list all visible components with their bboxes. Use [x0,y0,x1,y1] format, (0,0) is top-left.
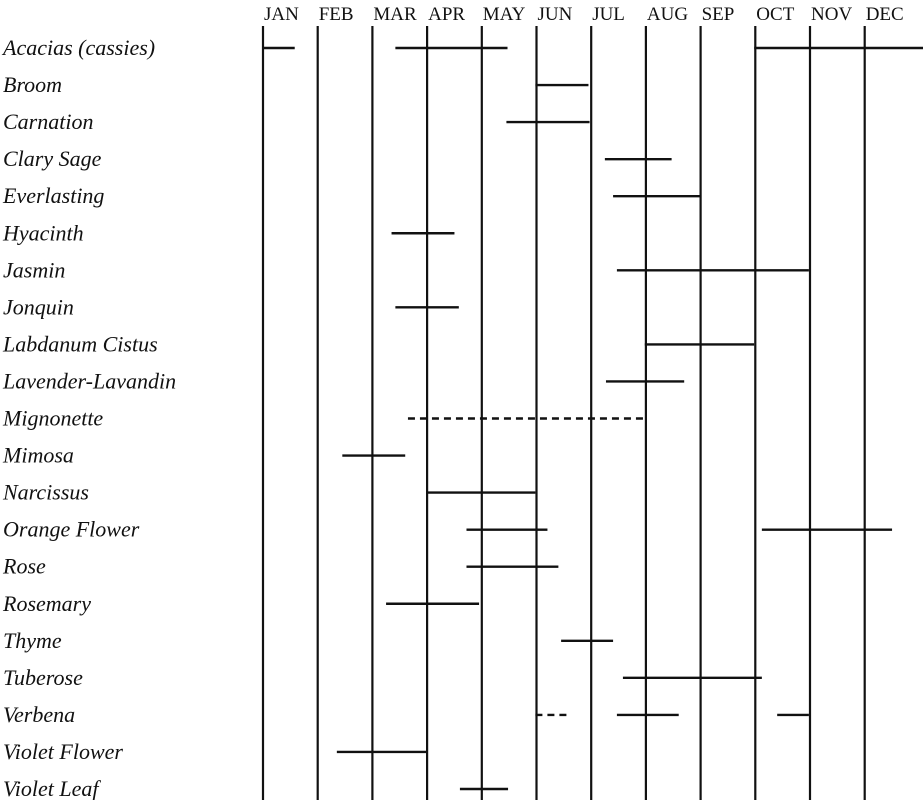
row-label-rosemary: Rosemary [3,590,91,616]
season-bars [263,48,923,789]
month-label-dec: DEC [865,4,904,25]
row-label-everlasting: Everlasting [3,183,105,209]
month-label-nov: NOV [811,4,853,25]
month-label-jun: JUN [537,4,573,25]
month-label-jan: JAN [264,4,299,25]
month-grid-lines [263,26,865,800]
row-label-hyacinth: Hyacinth [3,220,84,246]
row-label-lavender-lavandin: Lavender-Lavandin [3,368,177,394]
month-axis-labels [264,4,904,25]
row-label-orange-flower: Orange Flower [3,516,140,542]
row-label-acacias-cassies: Acacias (cassies) [3,35,156,60]
month-label-oct: OCT [756,4,795,25]
row-label-labdanum-cistus: Labdanum Cistus [3,331,158,357]
month-label-mar: MAR [373,4,417,25]
month-label-sep: SEP [701,4,735,25]
row-label-narcissus: Narcissus [3,479,89,505]
month-label-may: MAY [482,4,526,25]
row-label-jasmin: Jasmin [3,257,66,283]
month-label-apr: APR [428,4,466,25]
row-label-mignonette: Mignonette [3,405,104,431]
row-label-verbena: Verbena [3,701,76,727]
month-label-jul: JUL [592,4,625,25]
month-label-feb: FEB [318,4,354,25]
plant-labels [1,35,176,800]
row-label-mimosa: Mimosa [3,442,74,468]
row-label-clary-sage: Clary Sage [3,146,102,172]
row-label-thyme: Thyme [3,627,62,653]
month-label-aug: AUG [646,4,689,25]
row-label-jonquin: Jonquin [3,294,74,320]
row-label-violet-flower: Violet Flower [3,738,123,764]
row-label-carnation: Carnation [3,109,94,135]
row-label-tuberose: Tuberose [3,664,83,690]
row-label-broom: Broom [3,72,63,98]
row-label-rose: Rose [3,553,46,579]
row-label-violet-leaf: Violet Leaf [3,776,99,800]
